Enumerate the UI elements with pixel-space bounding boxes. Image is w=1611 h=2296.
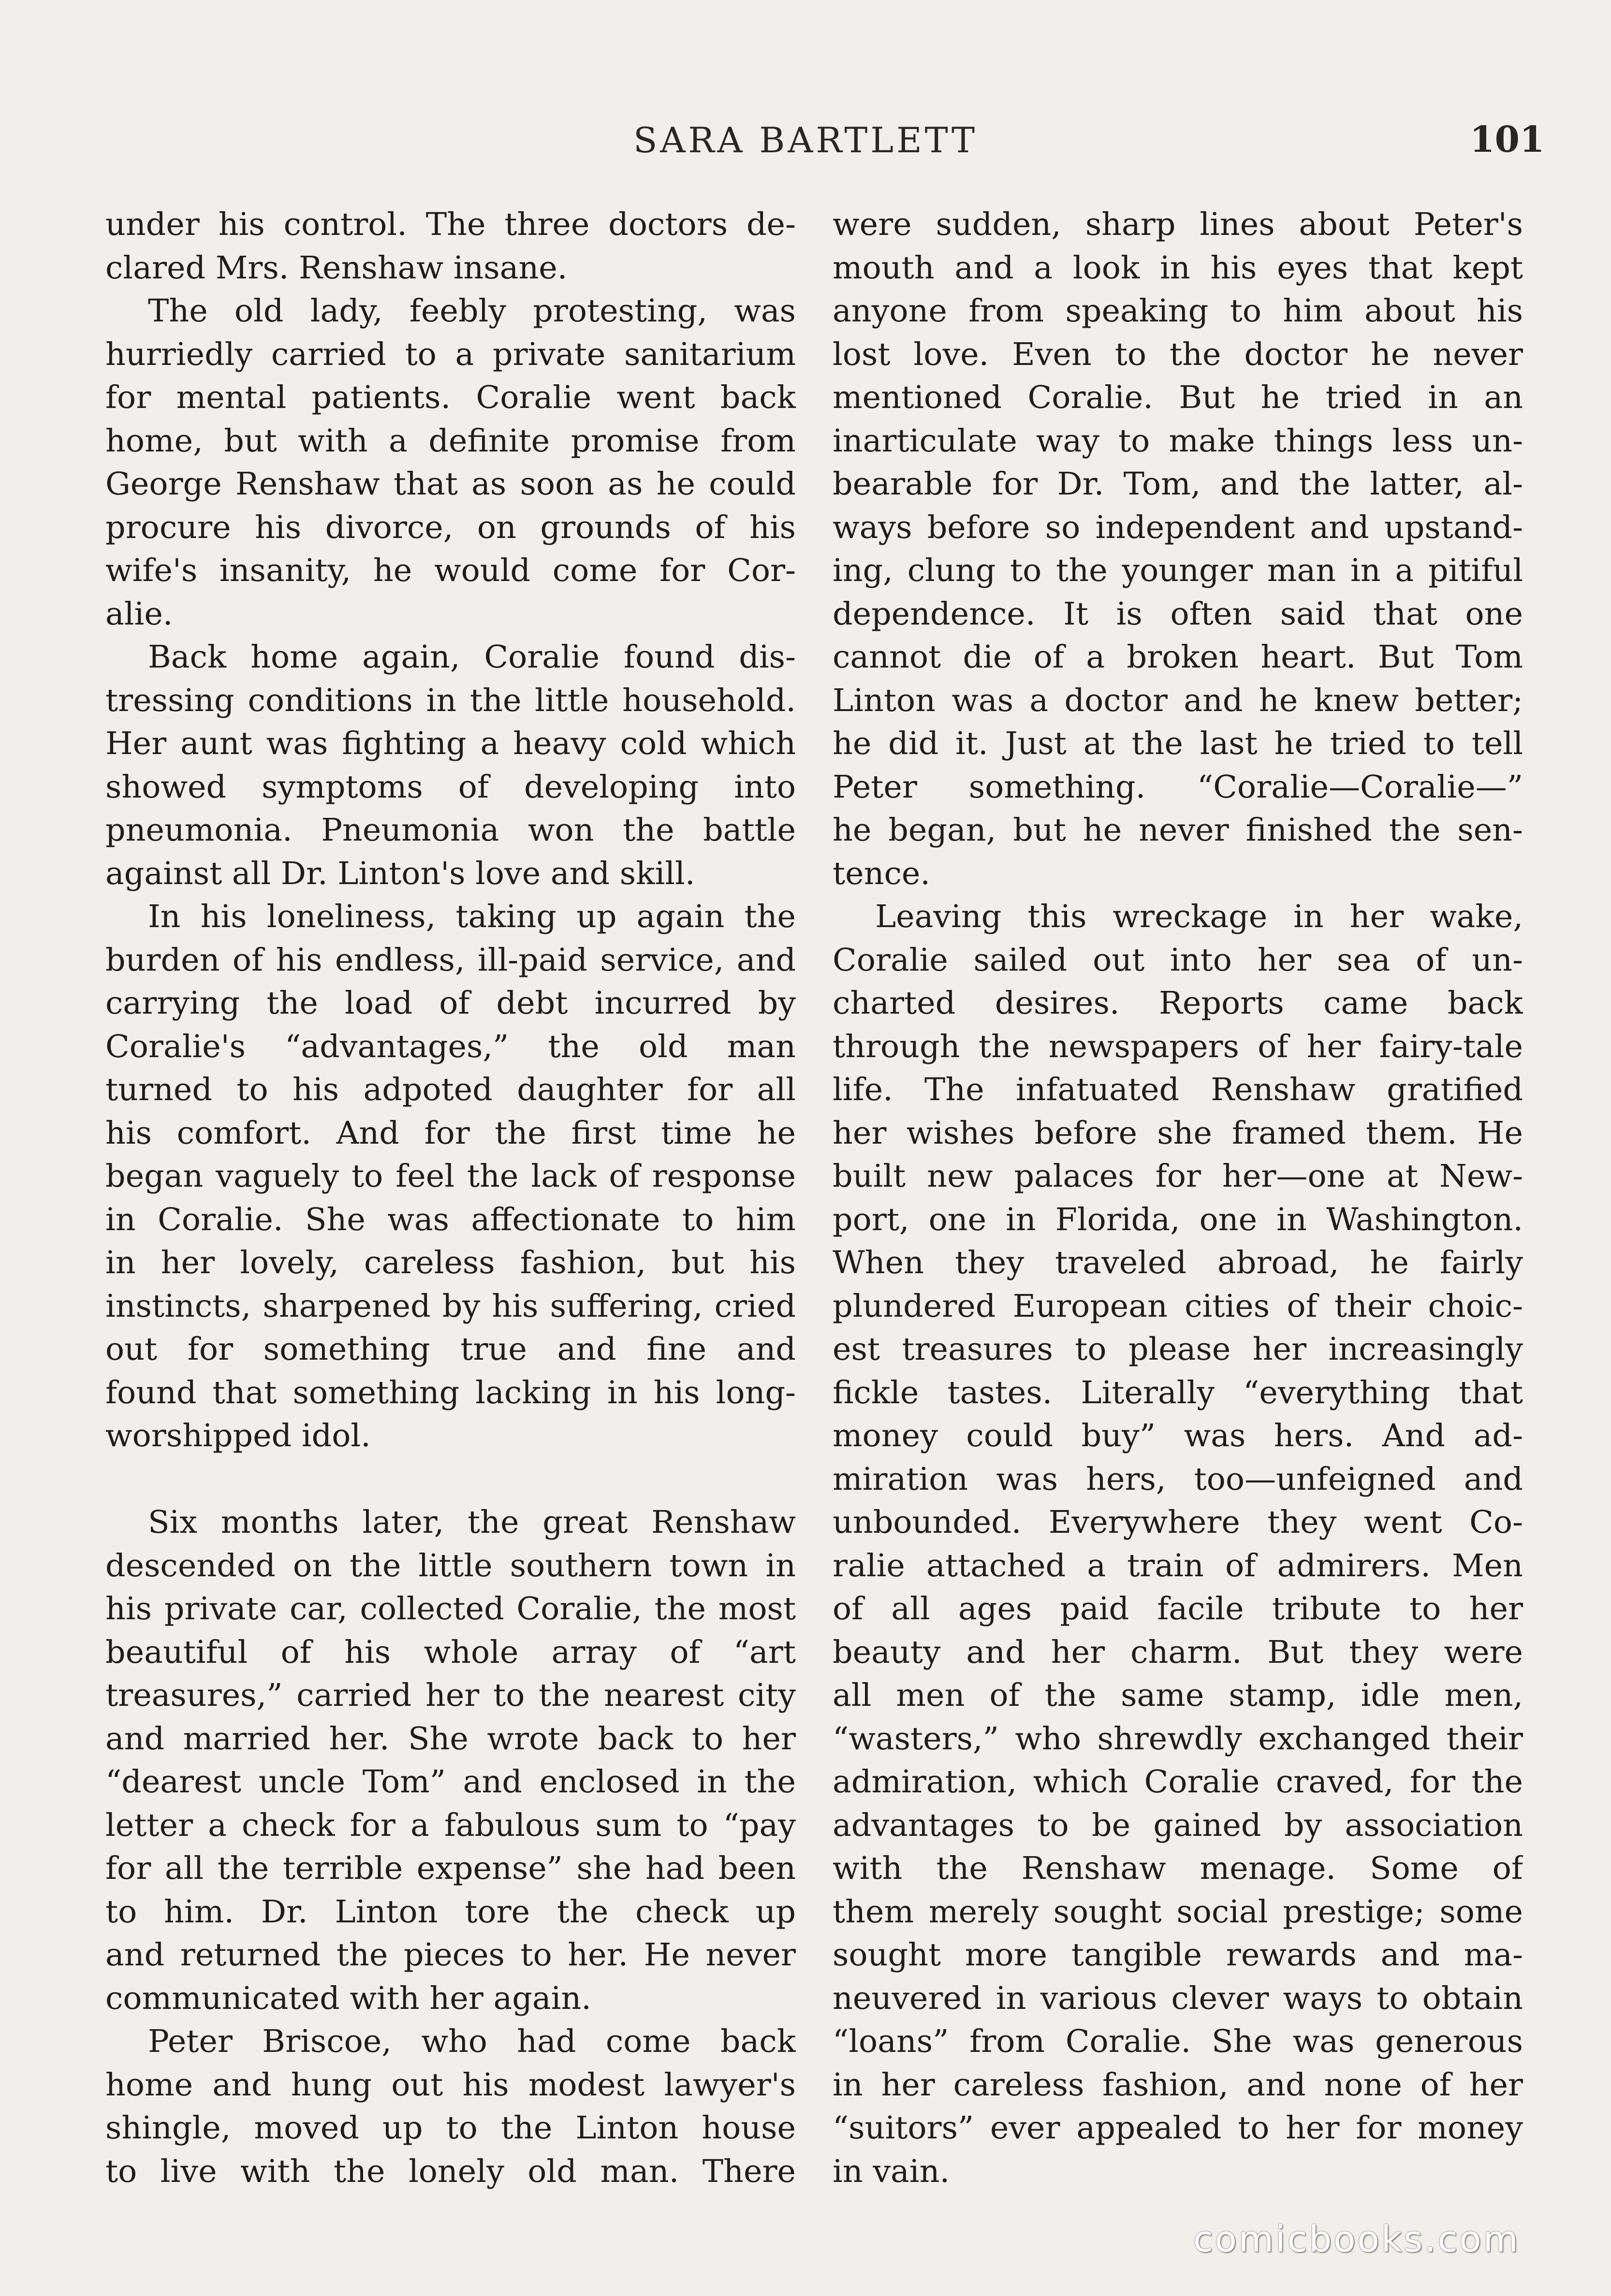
text-line: Peter something. “Coralie—Coralie—” — [833, 769, 1523, 805]
text-line: hurriedly carried to a private sanitarium — [105, 336, 796, 373]
text-line: cannot die of a broken heart. But Tom — [833, 639, 1523, 675]
text-line: instincts, sharpened by his suffering, cried — [105, 1288, 796, 1324]
text-line: advantages to be gained by association — [833, 1807, 1523, 1844]
text-line: his private car, collected Coralie, the most — [105, 1591, 796, 1627]
text-line: est treasures to please her increasingly — [833, 1331, 1523, 1367]
text-line: alie. — [105, 596, 173, 632]
text-line: dependence. It is often said that one — [833, 596, 1523, 632]
text-line: to live with the lonely old man. There — [105, 2153, 796, 2190]
text-line: for all the terrible expense” she had been — [105, 1850, 796, 1887]
text-line: Back home again, Coralie found dis- — [148, 639, 796, 675]
text-line: pneumonia. Pneumonia won the battle — [105, 812, 796, 848]
text-line: unbounded. Everywhere they went Co- — [833, 1504, 1523, 1540]
text-line: Peter Briscoe, who had come back — [148, 2023, 796, 2060]
right-text-column — [833, 203, 1523, 2193]
text-line: miration was hers, too—unfeigned and — [833, 1461, 1523, 1497]
text-line: burden of his endless, ill-paid service, and — [105, 942, 796, 978]
text-line: descended on the little southern town in — [105, 1547, 796, 1584]
text-line: lost love. Even to the doctor he never — [833, 336, 1523, 373]
text-line: turned to his adpoted daughter for all — [105, 1072, 796, 1108]
text-line: in her lovely, careless fashion, but his — [105, 1245, 796, 1281]
text-line: bearable for Dr. Tom, and the latter, al- — [833, 466, 1523, 502]
text-line: charted desires. Reports came back — [833, 985, 1523, 1021]
watermark-logo: comicbooks.com — [1193, 2219, 1520, 2260]
text-line: “dearest uncle Tom” and enclosed in the — [105, 1764, 796, 1800]
text-line: shingle, moved up to the Linton house — [105, 2110, 796, 2146]
text-line: neuvered in various clever ways to obtain — [833, 1980, 1523, 2017]
text-line: beautiful of his whole array of “art — [105, 1634, 796, 1671]
text-line: Coralie sailed out into her sea of un- — [833, 942, 1523, 978]
text-line: George Renshaw that as soon as he could — [105, 466, 796, 502]
page-number: 101 — [1470, 119, 1545, 160]
paragraph-gap — [105, 1458, 796, 1501]
text-line: “loans” from Coralie. She was generous — [833, 2023, 1523, 2060]
text-line: under his control. The three doctors de- — [105, 206, 796, 243]
text-line: When they traveled abroad, he fairly — [833, 1245, 1523, 1281]
text-line: home and hung out his modest lawyer's — [105, 2066, 796, 2103]
text-line: and returned the pieces to her. He never — [105, 1937, 796, 1973]
left-text-column — [105, 203, 796, 2193]
text-line: wife's insanity, he would come for Cor- — [105, 552, 796, 589]
text-line: communicated with her again. — [105, 1980, 591, 2017]
text-line: admiration, which Coralie craved, for the — [833, 1764, 1523, 1800]
text-line: he did it. Just at the last he tried to tell — [833, 726, 1523, 762]
text-line: them merely sought social prestige; some — [833, 1893, 1523, 1930]
text-line: of all ages paid facile tribute to her — [833, 1591, 1523, 1627]
text-line: Six months later, the great Renshaw — [148, 1504, 796, 1540]
text-line: ralie attached a train of admirers. Men — [833, 1547, 1523, 1584]
text-line: mentioned Coralie. But he tried in an — [833, 379, 1523, 416]
text-line: he began, but he never finished the sen- — [833, 812, 1523, 848]
text-line: through the newspapers of her fairy-tale — [833, 1028, 1523, 1065]
text-line: In his loneliness, taking up again the — [148, 899, 796, 935]
text-line: out for something true and fine and — [105, 1331, 796, 1367]
text-line: anyone from speaking to him about his — [833, 293, 1523, 329]
text-line: worshipped idol. — [105, 1418, 371, 1454]
text-line: to him. Dr. Linton tore the check up — [105, 1893, 796, 1930]
text-line: mouth and a look in his eyes that kept — [833, 249, 1523, 286]
text-line: tence. — [833, 855, 930, 892]
text-line: showed symptoms of developing into — [105, 769, 796, 805]
text-line: beauty and her charm. But they were — [833, 1634, 1523, 1671]
text-line: home, but with a definite promise from — [105, 422, 796, 459]
text-line: clared Mrs. Renshaw insane. — [105, 249, 568, 286]
text-line: his comfort. And for the first time he — [105, 1115, 796, 1151]
text-line: her wishes before she framed them. He — [833, 1115, 1523, 1151]
text-line: Leaving this wreckage in her wake, — [875, 899, 1523, 935]
text-line: sought more tangible rewards and ma- — [833, 1937, 1523, 1973]
text-line: The old lady, feebly protesting, was — [148, 293, 796, 329]
text-line: tressing conditions in the little household. — [105, 682, 796, 719]
text-line: for mental patients. Coralie went back — [105, 379, 796, 416]
text-line: carrying the load of debt incurred by — [105, 985, 796, 1021]
text-line: found that something lacking in his long- — [105, 1374, 796, 1411]
text-line: against all Dr. Linton's love and skill. — [105, 855, 695, 892]
text-line: ways before so independent and upstand- — [833, 509, 1523, 546]
text-line: Linton was a doctor and he knew better; — [833, 682, 1523, 719]
text-line: were sudden, sharp lines about Peter's — [833, 206, 1523, 243]
text-line: letter a check for a fabulous sum to “pay — [105, 1807, 796, 1844]
text-line: Coralie's “advantages,” the old man — [105, 1028, 796, 1065]
text-line: in Coralie. She was affectionate to him — [105, 1201, 796, 1238]
text-line: in vain. — [833, 2153, 950, 2190]
text-line: Her aunt was fighting a heavy cold which — [105, 726, 796, 762]
text-line: fickle tastes. Literally “everything that — [833, 1374, 1523, 1411]
running-title: SARA BARTLETT — [633, 120, 978, 160]
text-line: ing, clung to the younger man in a pitiful — [833, 552, 1523, 589]
text-line: built new palaces for her—one at New- — [833, 1158, 1523, 1194]
text-line: with the Renshaw menage. Some of — [833, 1850, 1523, 1887]
text-line: treasures,” carried her to the nearest city — [105, 1677, 796, 1714]
text-line: and married her. She wrote back to her — [105, 1720, 796, 1757]
text-line: all men of the same stamp, idle men, — [833, 1677, 1523, 1714]
text-line: procure his divorce, on grounds of his — [105, 509, 796, 546]
text-line: life. The infatuated Renshaw gratified — [833, 1072, 1523, 1108]
text-line: inarticulate way to make things less un- — [833, 422, 1523, 459]
text-line: money could buy” was hers. And ad- — [833, 1418, 1523, 1454]
text-line: in her careless fashion, and none of her — [833, 2066, 1523, 2103]
text-line: began vaguely to feel the lack of response — [105, 1158, 796, 1194]
text-line: “wasters,” who shrewdly exchanged their — [833, 1720, 1523, 1757]
text-line: plundered European cities of their choic- — [833, 1288, 1523, 1324]
text-line: “suitors” ever appealed to her for money — [833, 2110, 1523, 2146]
text-line: port, one in Florida, one in Washington. — [833, 1201, 1523, 1238]
